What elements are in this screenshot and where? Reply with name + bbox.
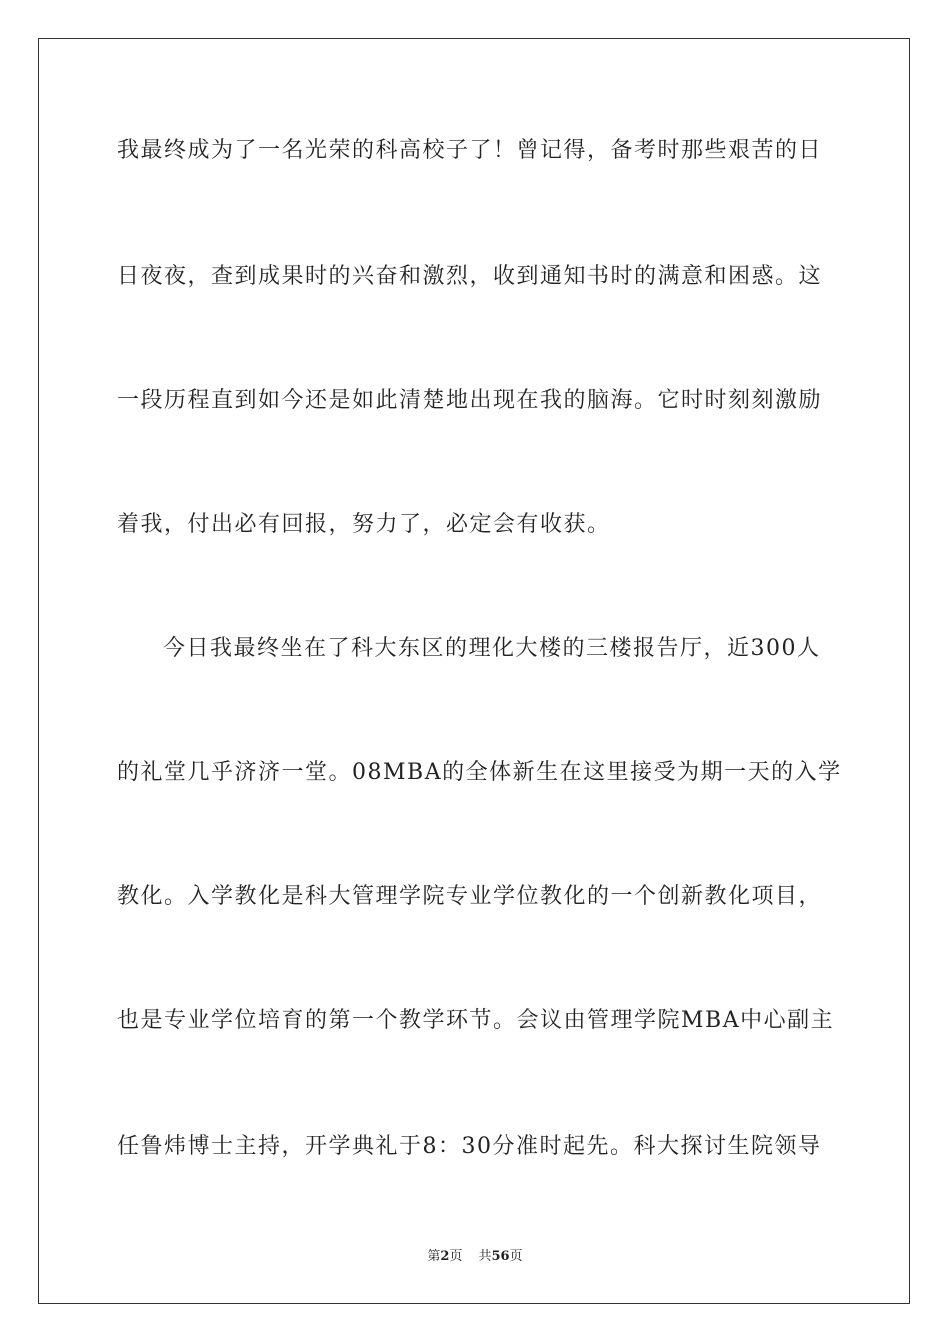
- page-footer: [0, 1248, 950, 1266]
- text-line: 我最终成为了一名光荣的科高校子了！曾记得，备考时那些艰苦的日: [117, 138, 823, 163]
- text-line: 教化。入学教化是科大管理学院专业学位教化的一个创新教化项目，: [117, 884, 823, 909]
- text-line: 一段历程直到如今还是如此清楚地出现在我的脑海。它时时刻刻激励: [117, 388, 823, 413]
- text-line: 日夜夜，查到成果时的兴奋和激烈，收到通知书时的满意和困惑。这: [117, 264, 823, 289]
- text-line: 任鲁炜博士主持，开学典礼于8：30分准时起先。科大探讨生院领导: [117, 1134, 822, 1159]
- total-label-suffix: 页: [509, 1249, 523, 1264]
- page-number: 2: [440, 1249, 450, 1264]
- page-label-prefix: 第: [427, 1249, 441, 1264]
- total-pages: 56: [491, 1249, 510, 1264]
- text-line: 着我，付出必有回报，努力了，必定会有收获。: [117, 512, 611, 537]
- total-label-prefix: 共: [478, 1249, 492, 1264]
- text-line: 的礼堂几乎济济一堂。08MBA的全体新生在这里接受为期一天的入学: [117, 760, 842, 785]
- text-line: 也是专业学位培育的第一个教学环节。会议由管理学院MBA中心副主: [117, 1008, 835, 1033]
- page-border: [38, 38, 910, 1304]
- paragraph-first-line: 今日我最终坐在了科大东区的理化大楼的三楼报告厅，近300人: [163, 636, 821, 661]
- page-label-suffix: 页: [449, 1249, 463, 1264]
